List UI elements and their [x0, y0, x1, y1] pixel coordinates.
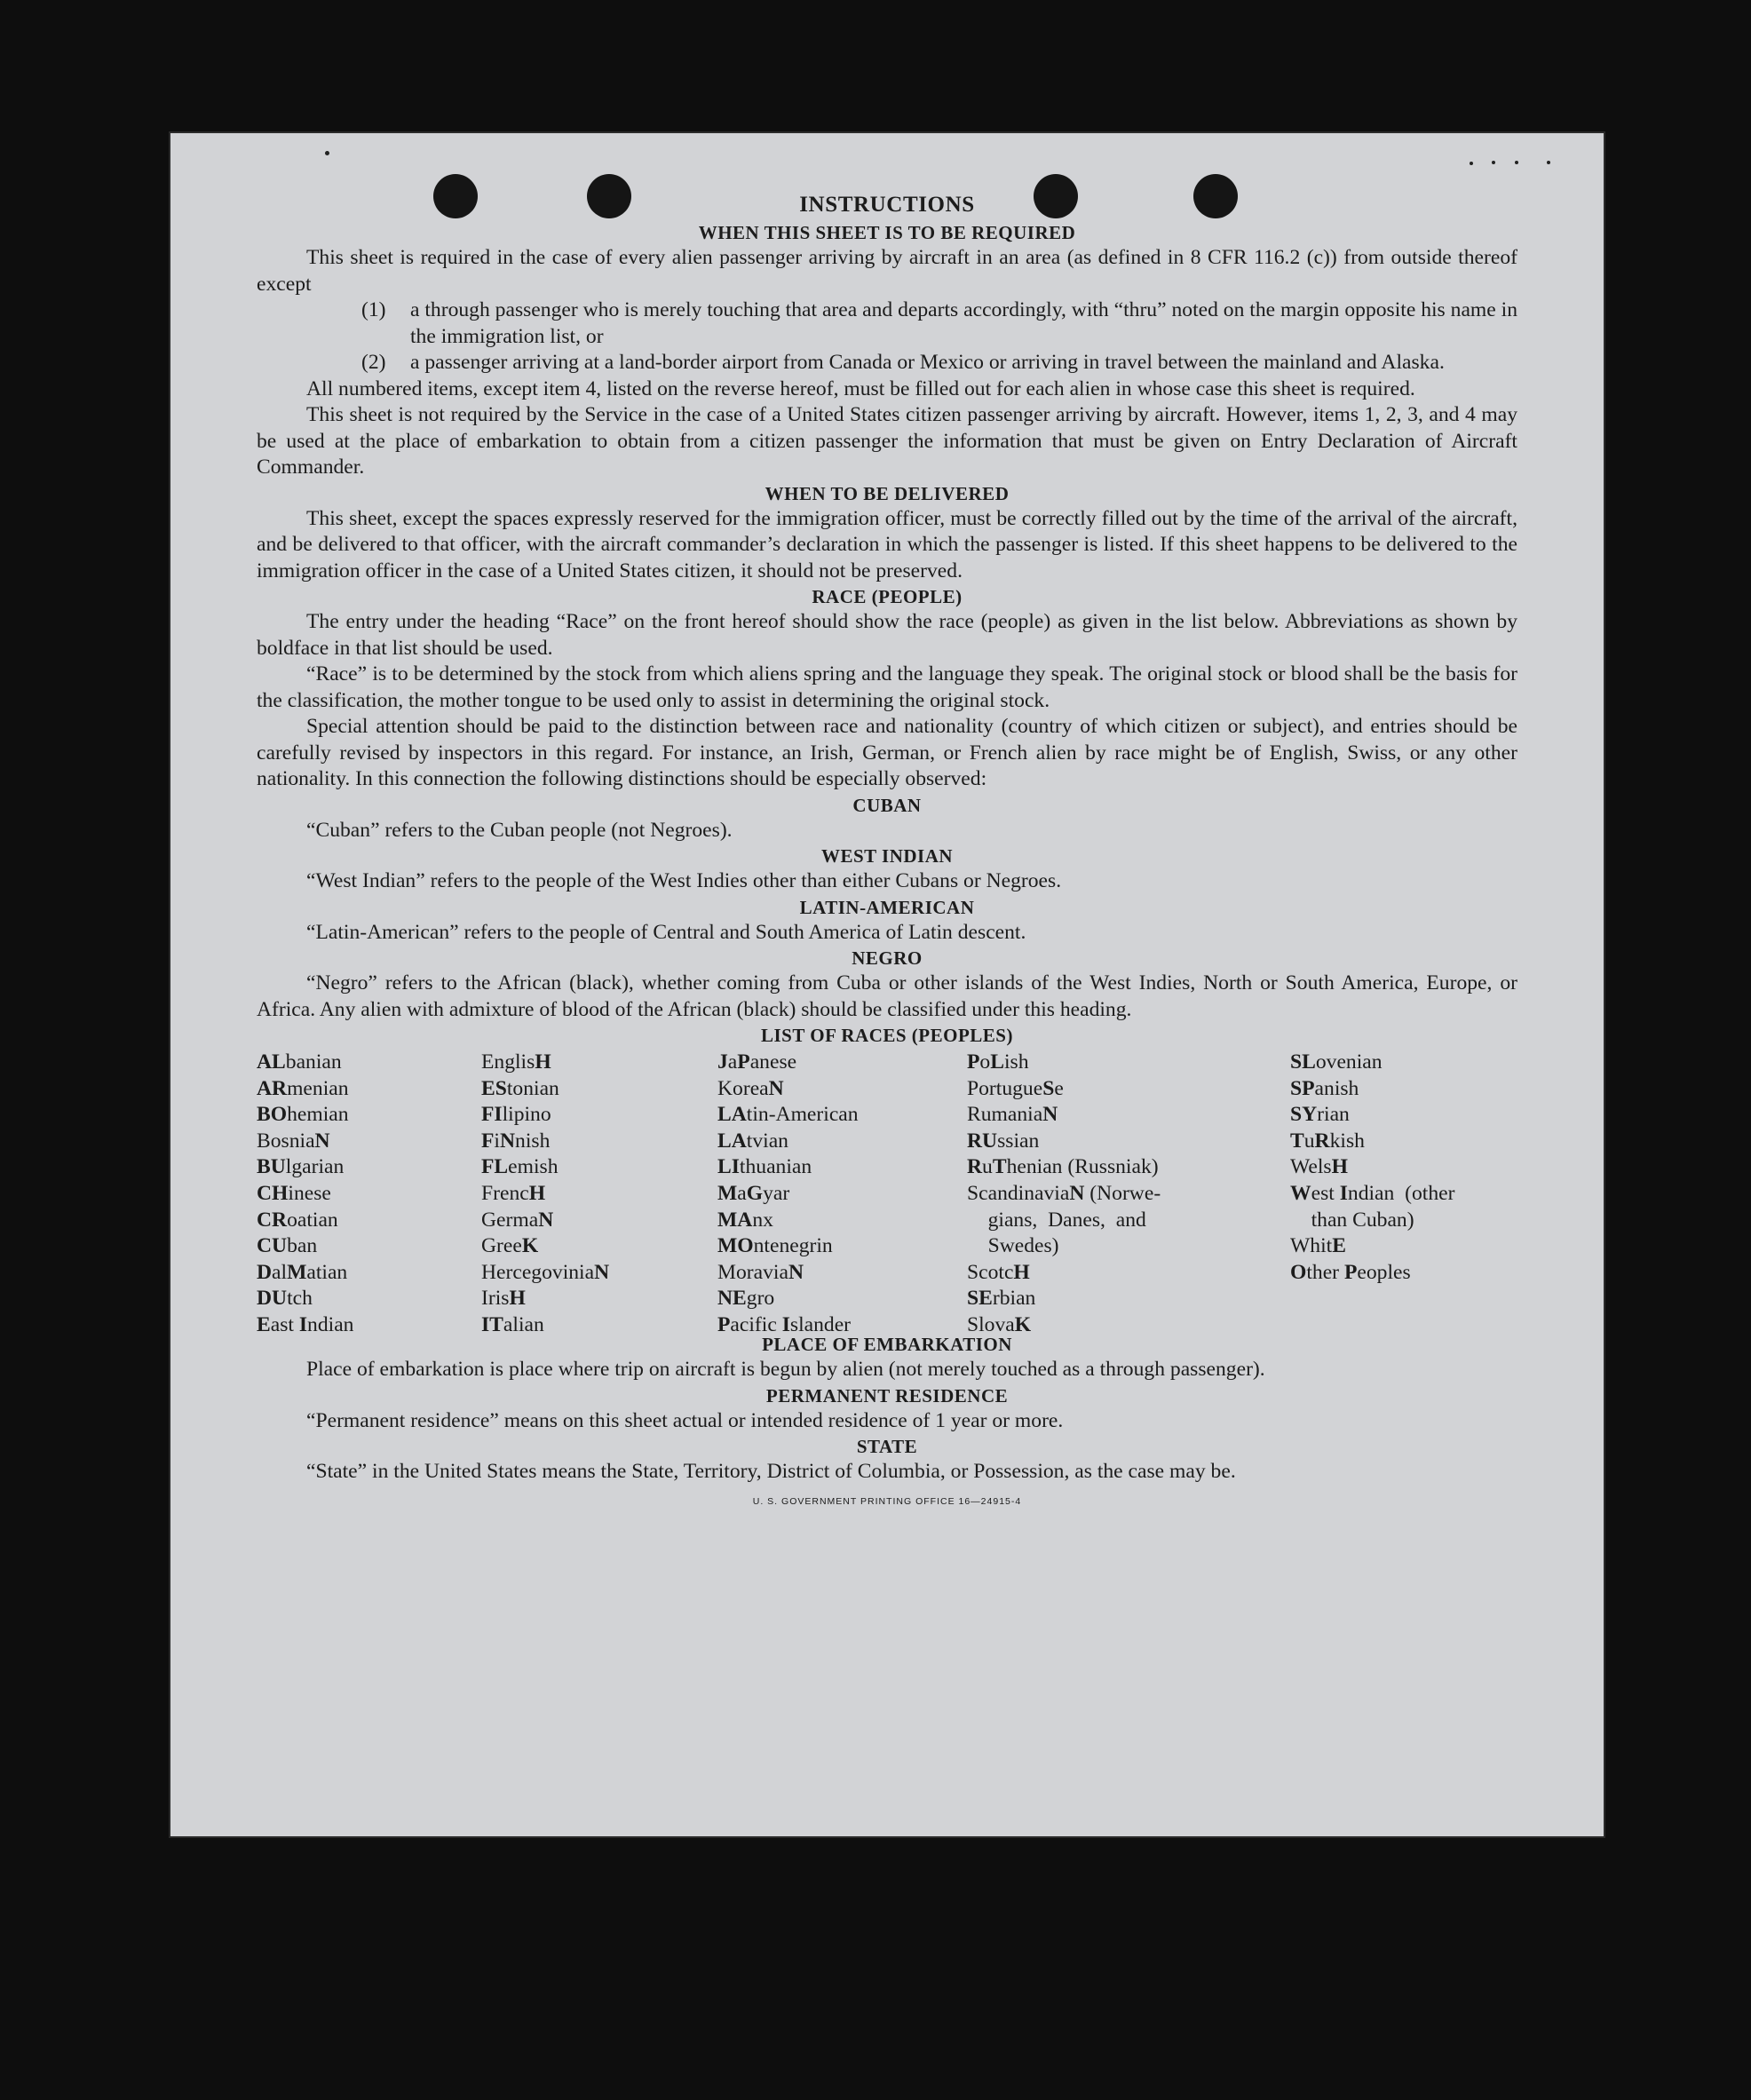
heading-when-delivered: WHEN TO BE DELIVERED	[765, 482, 1010, 504]
race-entry: HercegoviniaN	[481, 1260, 610, 1284]
instructions-content	[257, 190, 1517, 1515]
paragraph: “Race” is to be determined by the stock from which aliens spring and the language they speak. The original stock or blood shall be the basis for the classification, the mother tongue to be used only to assist in determining the original stock.	[257, 662, 1517, 712]
race-entry: SYrian	[1290, 1103, 1350, 1127]
race-entry: ALbanian	[257, 1050, 342, 1074]
race-entry: gians, Danes, and	[967, 1208, 1146, 1232]
race-entry: MAnx	[717, 1208, 773, 1232]
document-sheet	[169, 131, 1605, 1838]
heading-permanent-residence: PERMANENT RESIDENCE	[765, 1384, 1009, 1407]
ink-speck	[1470, 162, 1473, 165]
heading-latin-american: LATIN-AMERICAN	[799, 896, 975, 918]
heading-state: STATE	[856, 1436, 918, 1457]
paragraph: Place of embarkation is place where trip on aircraft is begun by alien (not merely touched as a through passenger).	[306, 1358, 1265, 1381]
item-text: a through passenger who is merely touching that area and departs accordingly, with “thru” noted on the margin opposite his name in the immigration list, or	[410, 298, 1517, 348]
ink-speck	[1515, 161, 1518, 164]
heading-west-indian: WEST INDIAN	[820, 845, 954, 867]
race-entry: EStonian	[481, 1076, 559, 1100]
race-entry: JaPanese	[717, 1050, 797, 1074]
race-entry: SlovaK	[967, 1312, 1032, 1336]
paragraph: “State” in the United States means the State, Territory, District of Columbia, or Possession, as the case may be.	[306, 1460, 1236, 1483]
race-entry: ScandinaviaN (Norwe-	[967, 1181, 1161, 1205]
race-entry: FLemish	[481, 1155, 559, 1179]
race-entry: NEgro	[717, 1287, 775, 1311]
race-entry: Pacific Islander	[717, 1312, 852, 1336]
race-entry: SLovenian	[1290, 1050, 1383, 1074]
race-entry: RumaniaN	[967, 1103, 1058, 1127]
race-list	[257, 1050, 1517, 1336]
race-entry: CRoatian	[257, 1208, 338, 1232]
race-entry: FIlipino	[481, 1103, 551, 1127]
race-entry: LAtvian	[717, 1129, 788, 1153]
exception-item-1	[257, 297, 1517, 350]
race-entry: LIthuanian	[717, 1155, 812, 1179]
paragraph: “Cuban” refers to the Cuban people (not Negroes).	[306, 818, 733, 842]
ink-speck	[1547, 161, 1550, 164]
race-column	[717, 1050, 859, 1339]
paragraph: “Latin-American” refers to the people of Central and South America of Latin descent.	[306, 920, 1026, 944]
race-entry: BosniaN	[257, 1129, 330, 1153]
heading-list-of-races: LIST OF RACES (PEOPLES)	[761, 1025, 1013, 1046]
race-entry: MOntenegrin	[717, 1234, 833, 1258]
race-entry: BUlgarian	[257, 1155, 345, 1179]
race-entry: GermaN	[481, 1208, 554, 1232]
race-entry: SPanish	[1290, 1076, 1359, 1100]
race-entry: East Indian	[257, 1312, 354, 1336]
paragraph: This sheet is not required by the Service in the case of a United States citizen passenger arriving by aircraft. However, items 1, 2, 3, and 4 may be used at the place of embarkation to obtain from a citizen passenger the information that must be given on Entry Declaration of Aircraft Commander.	[257, 403, 1517, 479]
race-entry: LAtin-American	[717, 1103, 859, 1127]
race-entry: ARmenian	[257, 1076, 349, 1100]
race-entry: Other Peoples	[1290, 1260, 1411, 1284]
race-entry: GreeK	[481, 1234, 539, 1258]
instructions-title: INSTRUCTIONS	[799, 193, 975, 217]
paragraph: The entry under the heading “Race” on the front hereof should show the race (people) as given in the list below. Abbreviations as shown by boldface in that list should be used.	[257, 610, 1517, 660]
race-entry: PoLish	[967, 1050, 1029, 1074]
race-entry: MaGyar	[717, 1181, 790, 1205]
race-entry: IrisH	[481, 1287, 526, 1311]
race-entry: ScotcH	[967, 1260, 1030, 1284]
paragraph: “West Indian” refers to the people of the West Indies other than either Cubans or Negroes.	[306, 869, 1062, 892]
printing-office-footer: U. S. GOVERNMENT PRINTING OFFICE 16—24915-4	[752, 1495, 1022, 1507]
race-entry: PortugueSe	[967, 1076, 1064, 1100]
paragraph: Special attention should be paid to the distinction between race and nationality (country of which citizen or subject), and entries should be carefully revised by inspectors in this regard. For instance, an Irish, German, or French alien by race might be of English, Swiss, or any other nationality. In this connection the following distinctions should be especially observed:	[257, 715, 1517, 790]
race-entry: Swedes)	[967, 1234, 1059, 1258]
race-entry: BOhemian	[257, 1103, 349, 1127]
race-entry: RuThenian (Russniak)	[967, 1155, 1159, 1179]
race-entry: WhitE	[1290, 1234, 1346, 1258]
paragraph: This sheet, except the spaces expressly reserved for the immigration officer, must be correctly filled out by the time of the arrival of the aircraft, and be delivered to that officer, with the aircraft commander’s declaration in which the passenger is listed. If this sheet happens to be delivered to the immigration officer in the case of a United States citizen, it should not be preserved.	[257, 506, 1517, 582]
race-entry: MoraviaN	[717, 1260, 804, 1284]
ink-speck	[1492, 161, 1495, 164]
race-entry: CUban	[257, 1234, 318, 1258]
item-number: (1)	[361, 298, 386, 321]
race-entry: FiNnish	[481, 1129, 551, 1153]
race-entry: SErbian	[967, 1287, 1036, 1311]
race-entry: DUtch	[257, 1287, 313, 1311]
race-entry: than Cuban)	[1290, 1208, 1414, 1232]
ink-speck	[325, 151, 329, 155]
race-entry: RUssian	[967, 1129, 1040, 1153]
item-number: (2)	[361, 351, 386, 374]
paragraph: “Negro” refers to the African (black), whether coming from Cuba or other islands of the West Indies, North or South America, Europe, or Africa. Any alien with admixture of blood of the African (black) should be classified under this heading.	[257, 971, 1517, 1021]
heading-cuban: CUBAN	[852, 794, 922, 816]
race-entry: TuRkish	[1290, 1129, 1365, 1153]
heading-negro: NEGRO	[852, 947, 923, 969]
paragraph: “Permanent residence” means on this sheet actual or intended residence of 1 year or more.	[306, 1408, 1064, 1432]
heading-race: RACE (PEOPLE)	[812, 586, 963, 607]
race-entry: KoreaN	[717, 1076, 784, 1100]
race-column	[481, 1050, 609, 1339]
race-entry: FrencH	[481, 1181, 546, 1205]
race-entry: West Indian (other	[1290, 1181, 1455, 1205]
race-entry: CHinese	[257, 1181, 331, 1205]
race-column	[967, 1050, 1161, 1339]
heading-embarkation: PLACE OF EMBARKATION	[762, 1334, 1012, 1355]
item-text: a passenger arriving at a land-border airport from Canada or Mexico or arriving in travel between the mainland and Alaska.	[410, 351, 1445, 374]
race-entry: ITalian	[481, 1312, 544, 1336]
race-column	[257, 1050, 353, 1339]
exception-item-2	[257, 350, 1517, 376]
race-entry: WelsH	[1290, 1155, 1348, 1179]
race-entry: EnglisH	[481, 1050, 551, 1074]
race-entry: DalMatian	[257, 1260, 348, 1284]
heading-when-required: WHEN THIS SHEET IS TO BE REQUIRED	[698, 222, 1076, 243]
paragraph: This sheet is required in the case of every alien passenger arriving by aircraft in an area (as defined in 8 CFR 116.2 (c)) from outside thereof except	[257, 246, 1517, 296]
paragraph: All numbered items, except item 4, listed on the reverse hereof, must be filled out for each alien in whose case this sheet is required.	[306, 376, 1415, 400]
race-column	[1290, 1050, 1454, 1286]
